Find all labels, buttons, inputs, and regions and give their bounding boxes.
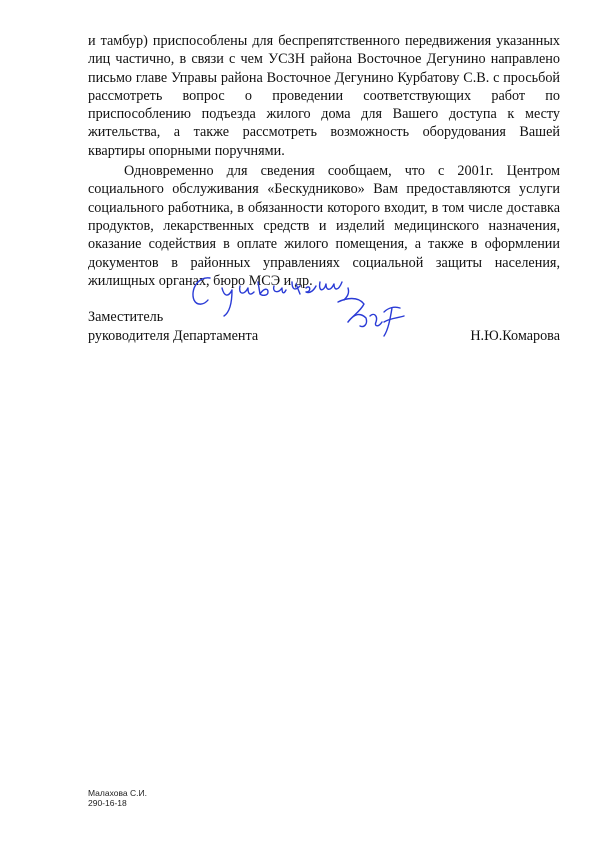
signature-stroke: [348, 315, 367, 327]
position-line-2: руководителя Департамента: [88, 328, 259, 344]
greeting-stroke: [292, 282, 300, 294]
greeting-stroke: [240, 286, 254, 294]
letter-body: [88, 32, 560, 290]
executor-note: [88, 788, 147, 808]
executor-phone: 290-16-18: [88, 798, 127, 808]
signature-stroke: [370, 314, 382, 325]
greeting-stroke: [222, 288, 232, 316]
signature-stroke: [384, 316, 404, 322]
greeting-stroke: [258, 282, 268, 295]
greeting-stroke: [306, 286, 316, 293]
executor-name: Малахова С.И.: [88, 788, 147, 798]
signatory-name: Н.Ю.Комарова: [470, 328, 560, 344]
paragraph-1: и тамбур) приспособлены для беспрепятственного передвижения указанных лиц частично, в связи с чем УСЗН района Восточное Дегунино направлено письмо главе Управы района Восточное Дегунино Курбатову С.В. с просьбой рассмотреть вопрос о проведении соответствующих работ по приспособлению подъезда жилого дома для Вашего доступа к месту жительства, а также рассмотреть возможность оборудования Вашей квартиры опорными поручнями.: [88, 33, 560, 159]
greeting-stroke: [274, 286, 286, 293]
position-line-1: Заместитель: [88, 309, 164, 325]
paragraph-2: Одновременно для сведения сообщаем, что с 2001г. Центром социального обслуживания «Бескудниково» Вам предоставляются услуги социального работника, в обязанности которого входит, в том числе доставка продуктов, лекарственных средств и изделий медицинского назначения, оказание содействия в оплате жилого помещения, а также в оформлении документов в районных управлениях социальной защиты населения, жилищных органах, бюро МСЭ и др.: [88, 163, 560, 289]
signature-stroke: [384, 307, 400, 336]
greeting-stroke: [320, 282, 342, 290]
handwritten-signature: [188, 272, 418, 352]
greeting-stroke: [193, 278, 210, 304]
